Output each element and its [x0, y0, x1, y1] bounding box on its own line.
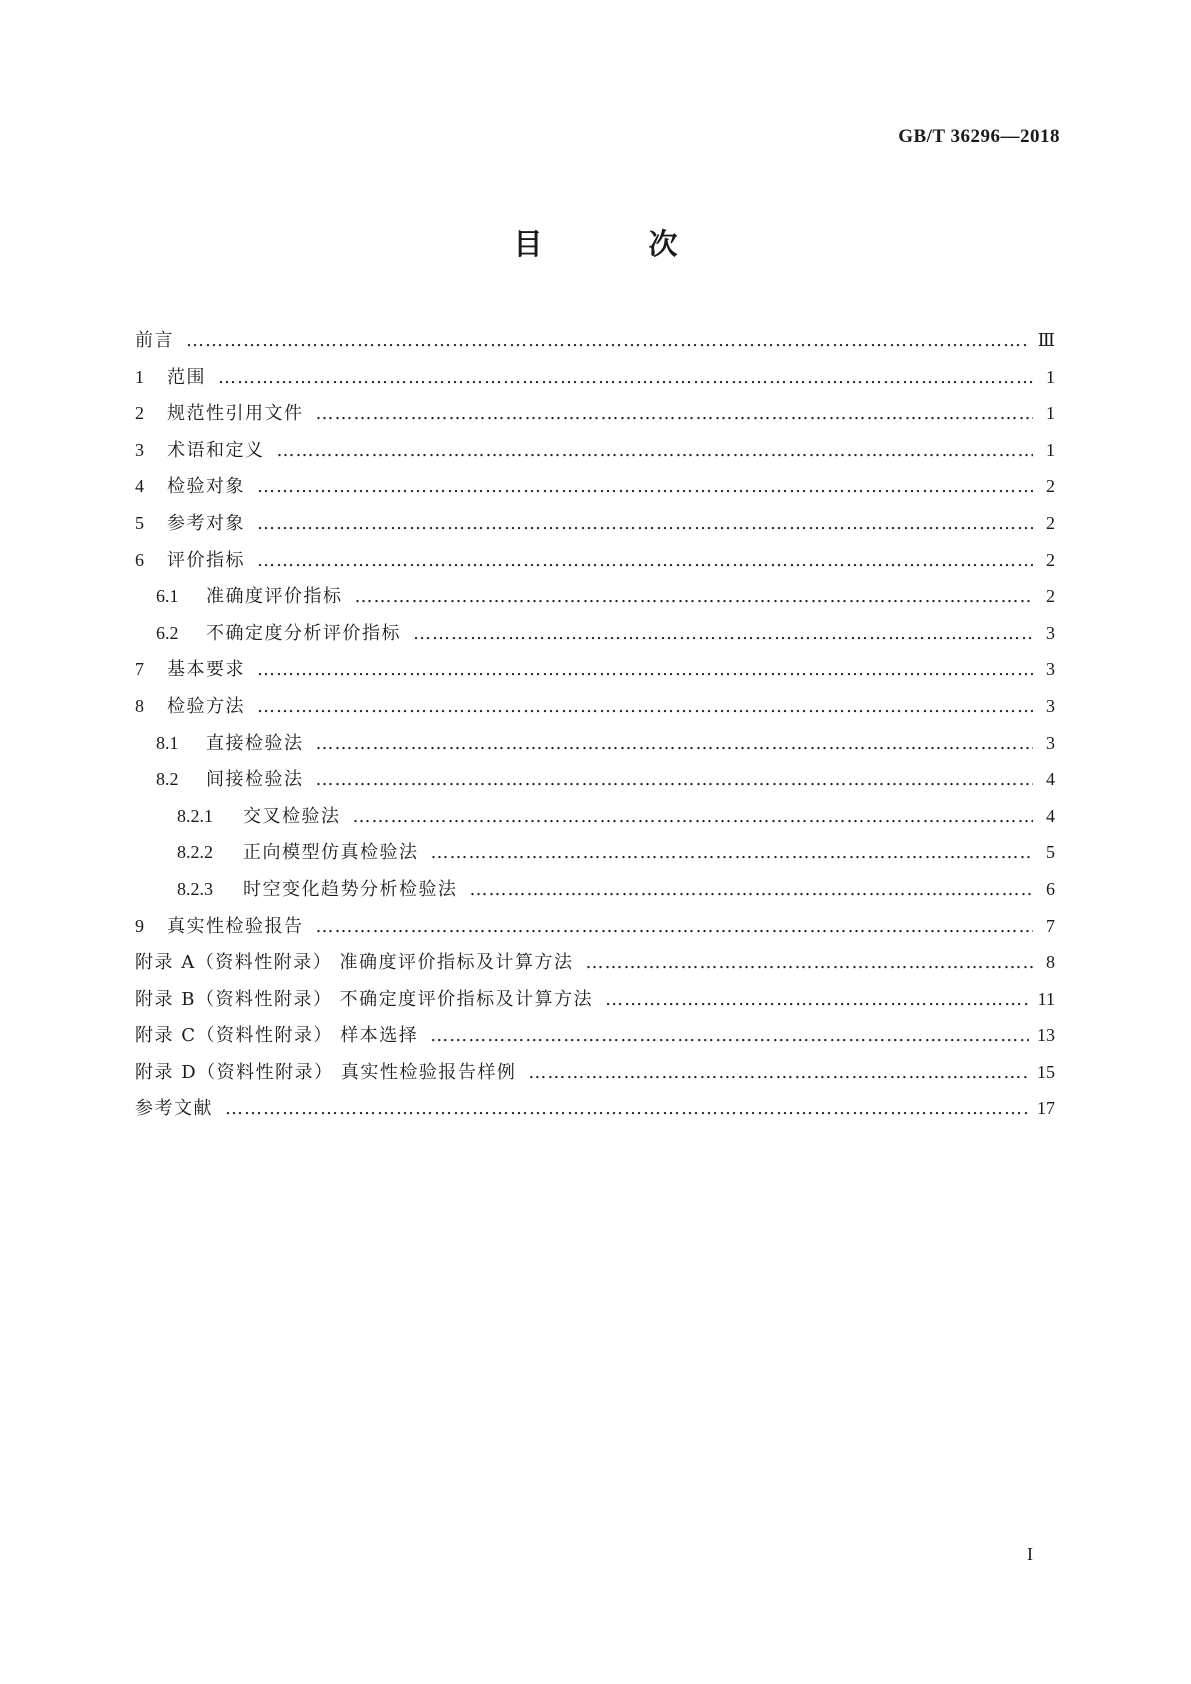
toc-entry-title: 规范性引用文件 [167, 403, 304, 425]
toc-entry-number: 9 [135, 915, 144, 936]
toc-entry-title: 术语和定义 [167, 439, 265, 461]
toc-leader-dots [353, 799, 1034, 836]
toc-entry-title: 检验方法 [167, 695, 245, 717]
toc-entry-page: 3 [1046, 732, 1055, 753]
toc-entry[interactable] [135, 468, 1055, 505]
toc-entry-page: 1 [1046, 439, 1055, 460]
toc-leader-dots [225, 1091, 1029, 1128]
toc-entry-number: 6.2 [156, 622, 179, 643]
toc-leader-dots [605, 982, 1029, 1019]
toc-entry-title: 时空变化趋势分析检验法 [243, 878, 458, 900]
toc-entry-title: 真实性检验报告 [167, 915, 304, 937]
toc-entry-title: 附录 A（资料性附录） 准确度评价指标及计算方法 [135, 952, 574, 974]
toc-entry-number: 6 [135, 549, 144, 570]
toc-leader-dots [316, 762, 1034, 799]
toc-entry[interactable] [135, 505, 1055, 542]
toc-leader-dots [316, 396, 1034, 433]
toc-leader-dots [257, 506, 1033, 543]
toc-entry-title: 检验对象 [167, 476, 245, 498]
toc-entry-number: 1 [135, 366, 144, 387]
toc-entry-page: 8 [1046, 952, 1055, 973]
toc-leader-dots [585, 945, 1033, 982]
toc-leader-dots [528, 1055, 1029, 1092]
toc-leader-dots [277, 433, 1034, 470]
toc-entry[interactable] [135, 359, 1055, 396]
toc-entry-title: 附录 C（资料性附录） 样本选择 [135, 1025, 419, 1047]
standard-code: GB/T 36296—2018 [898, 126, 1060, 147]
toc-entry-title: 前言 [135, 330, 174, 351]
toc-entry-page: 3 [1046, 659, 1055, 680]
toc-leader-dots [257, 469, 1033, 506]
toc-entry-page: 4 [1046, 805, 1055, 826]
toc-leader-dots [257, 652, 1033, 689]
page-title: 目 次 [513, 227, 726, 261]
page-number: I [1027, 1544, 1033, 1564]
toc-entry-number: 8.2.3 [177, 878, 213, 899]
toc-leader-dots [413, 616, 1033, 653]
toc-entry-title: 参考文献 [135, 1098, 213, 1120]
toc-entry[interactable] [135, 1017, 1055, 1054]
toc-leader-dots [316, 909, 1034, 946]
toc-entry[interactable] [135, 908, 1055, 945]
toc-entry[interactable] [135, 651, 1055, 688]
toc-entry[interactable] [135, 615, 1055, 652]
toc-entry-number: 7 [135, 659, 144, 680]
toc-entry-title: 不确定度分析评价指标 [206, 622, 401, 644]
toc-entry-title: 范围 [167, 366, 206, 388]
toc-entry-page: 11 [1037, 988, 1055, 1009]
toc-entry-page: 1 [1046, 403, 1055, 424]
toc-entry-number: 8.1 [156, 732, 179, 753]
toc-entry-title: 直接检验法 [206, 732, 304, 754]
toc-entry-page: 6 [1046, 878, 1055, 899]
toc-entry-page: 3 [1046, 622, 1055, 643]
toc-entry-title: 基本要求 [167, 659, 245, 681]
toc-leader-dots [257, 543, 1033, 580]
toc-leader-dots [430, 1018, 1029, 1055]
toc-entry[interactable] [135, 1054, 1055, 1091]
toc-leader-dots [316, 726, 1034, 763]
toc-leader-dots [218, 360, 1033, 397]
toc-entry-number: 8.2 [156, 769, 179, 790]
toc-entry[interactable] [135, 944, 1055, 981]
toc-entry-title: 参考对象 [167, 512, 245, 534]
toc-entry[interactable] [135, 981, 1055, 1018]
toc-entry[interactable] [135, 578, 1055, 615]
toc-entry-number: 8.2.2 [177, 842, 213, 863]
toc-entry-number: 8.2.1 [177, 805, 213, 826]
toc-entry-page: 2 [1046, 549, 1055, 570]
toc-entry[interactable] [135, 688, 1055, 725]
toc-entry-page: 2 [1046, 586, 1055, 607]
toc-entry-title: 附录 D（资料性附录） 真实性检验报告样例 [135, 1061, 517, 1083]
toc-entry-page: 4 [1046, 769, 1055, 790]
toc-entry[interactable] [135, 761, 1055, 798]
toc-leader-dots [186, 323, 1030, 360]
toc-entry-number: 3 [135, 439, 144, 460]
toc-entry-page: 13 [1037, 1025, 1055, 1046]
toc-leader-dots [431, 835, 1034, 872]
toc-entry[interactable] [135, 834, 1055, 871]
toc-entry-page: 1 [1046, 366, 1055, 387]
toc-entry-number: 8 [135, 695, 144, 716]
toc-entry-title: 间接检验法 [206, 769, 304, 791]
toc-entry-page: 7 [1046, 915, 1055, 936]
toc-entry-title: 正向模型仿真检验法 [243, 842, 419, 864]
toc-entry-page: 3 [1046, 695, 1055, 716]
toc-leader-dots [355, 579, 1034, 616]
toc-entry[interactable] [135, 395, 1055, 432]
toc-entry-number: 2 [135, 403, 144, 424]
toc-entry-page: 2 [1046, 512, 1055, 533]
toc-entry[interactable] [135, 871, 1055, 908]
table-of-contents [135, 322, 1055, 1127]
toc-entry[interactable] [135, 542, 1055, 579]
toc-entry-title: 评价指标 [167, 549, 245, 571]
toc-entry-page: 17 [1037, 1098, 1055, 1119]
toc-entry[interactable] [135, 725, 1055, 762]
toc-leader-dots [470, 872, 1034, 909]
toc-entry-title: 附录 B（资料性附录） 不确定度评价指标及计算方法 [135, 988, 594, 1010]
toc-entry-title: 准确度评价指标 [206, 586, 343, 608]
toc-entry[interactable] [135, 432, 1055, 469]
toc-entry[interactable] [135, 322, 1055, 359]
toc-entry-page: 5 [1046, 842, 1055, 863]
toc-leader-dots [257, 689, 1033, 726]
toc-entry-page: Ⅲ [1037, 330, 1055, 350]
toc-entry-number: 4 [135, 476, 144, 497]
toc-entry-number: 5 [135, 512, 144, 533]
toc-entry-number: 6.1 [156, 586, 179, 607]
toc-entry-page: 15 [1037, 1061, 1055, 1082]
toc-entry-page: 2 [1046, 476, 1055, 497]
toc-entry-title: 交叉检验法 [243, 805, 341, 827]
toc-entry[interactable] [135, 1090, 1055, 1127]
toc-entry[interactable] [135, 798, 1055, 835]
